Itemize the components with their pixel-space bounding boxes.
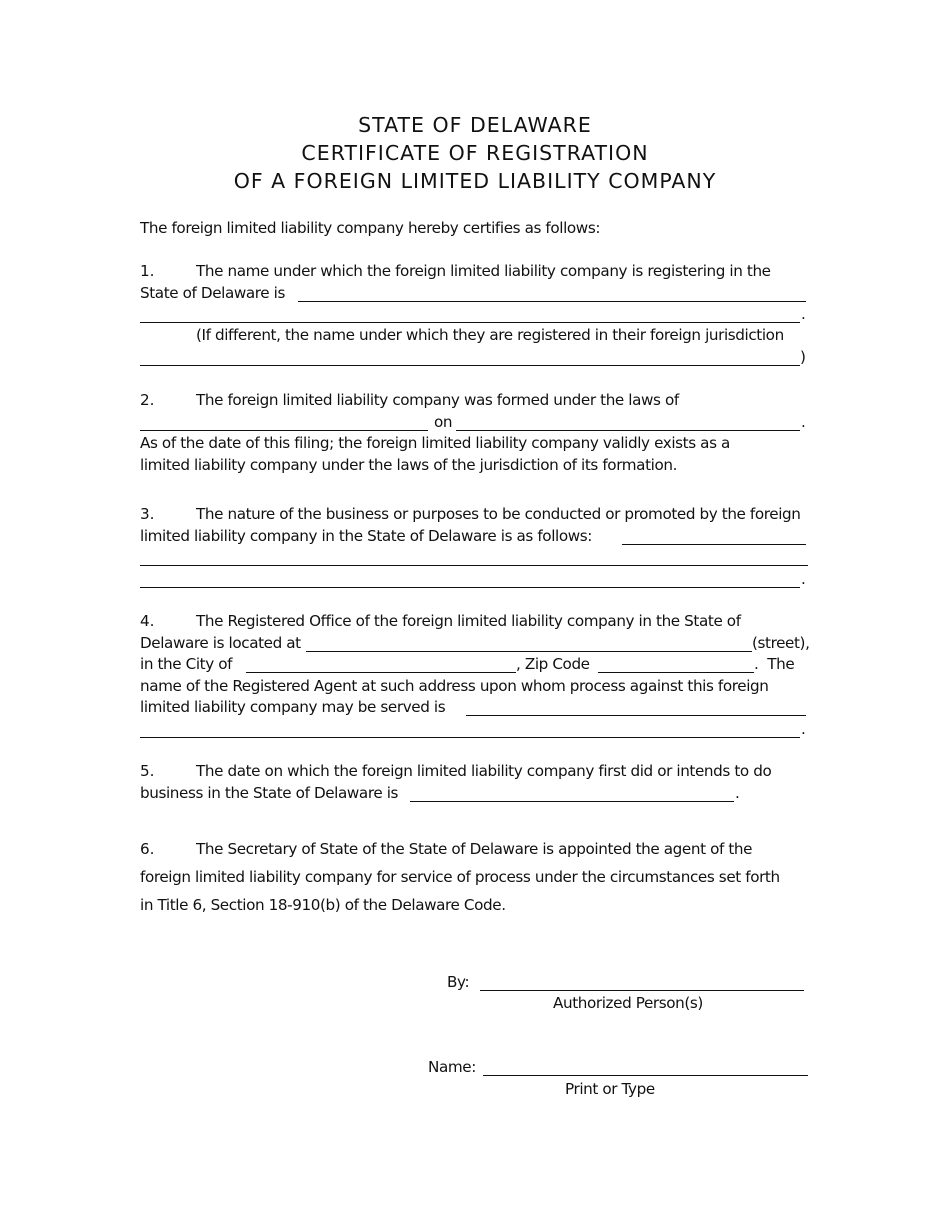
item-4-period: .: [801, 720, 806, 738]
item-4-line-1: The Registered Office of the foreign limited liability company in the State of: [196, 612, 741, 630]
item-5-number: 5.: [140, 762, 155, 780]
item-5-period: .: [735, 784, 740, 802]
business-purpose-field-3[interactable]: [140, 573, 800, 588]
item-2-on: on: [434, 413, 453, 431]
item-6-number: 6.: [140, 840, 155, 858]
city-field[interactable]: [246, 658, 516, 673]
item-2-line-3: As of the date of this filing; the foreign limited liability company validly exists as a: [140, 434, 730, 452]
formation-date-field[interactable]: [456, 416, 800, 431]
authorized-person-caption: Authorized Person(s): [553, 994, 703, 1012]
item-4-line-4: name of the Registered Agent at such address upon whom process against this foreign: [140, 677, 769, 695]
item-1-number: 1.: [140, 262, 155, 280]
business-purpose-field-2[interactable]: [140, 551, 808, 566]
business-start-date-field[interactable]: [410, 787, 734, 802]
item-1-line-4: (If different, the name under which they are registered in their foreign jurisdiction: [196, 326, 784, 344]
item-4-zip-label: , Zip Code: [516, 655, 590, 673]
item-2-period: .: [801, 413, 806, 431]
item-4-line-2a: Delaware is located at: [140, 634, 301, 652]
foreign-name-field[interactable]: [140, 351, 800, 366]
item-6-line-3: in Title 6, Section 18-910(b) of the Delaware Code.: [140, 896, 506, 914]
signature-field[interactable]: [480, 976, 804, 991]
title-certificate: CERTIFICATE OF REGISTRATION: [301, 141, 649, 165]
item-5-line-2: business in the State of Delaware is: [140, 784, 399, 802]
name-label: Name:: [428, 1058, 476, 1076]
title-company: OF A FOREIGN LIMITED LIABILITY COMPANY: [233, 169, 717, 193]
llc-name-field-continued[interactable]: [140, 308, 800, 323]
jurisdiction-field[interactable]: [140, 416, 428, 431]
registered-agent-field-2[interactable]: [140, 723, 800, 738]
llc-name-field[interactable]: [298, 287, 806, 302]
item-4-line-5: limited liability company may be served is: [140, 698, 446, 716]
item-2-number: 2.: [140, 391, 155, 409]
item-3-period: .: [801, 570, 806, 588]
item-4-number: 4.: [140, 612, 155, 630]
item-4-line-3c: . The: [754, 655, 795, 673]
title-state: STATE OF DELAWARE: [358, 113, 592, 137]
item-3-line-2: limited liability company in the State of Delaware is as follows:: [140, 527, 592, 545]
registered-agent-field[interactable]: [466, 701, 806, 716]
item-3-number: 3.: [140, 505, 155, 523]
item-4-street-label: (street),: [752, 634, 810, 652]
item-5-line-1: The date on which the foreign limited liability company first did or intends to do: [196, 762, 772, 780]
item-1-period: .: [801, 305, 806, 323]
zip-code-field[interactable]: [598, 658, 754, 673]
item-6-line-2: foreign limited liability company for service of process under the circumstances set forth: [140, 868, 780, 886]
item-2-line-4: limited liability company under the laws of the jurisdiction of its formation.: [140, 456, 677, 474]
item-2-line-1: The foreign limited liability company was formed under the laws of: [196, 391, 679, 409]
business-purpose-field[interactable]: [622, 530, 806, 545]
item-1-line-2: State of Delaware is: [140, 284, 286, 302]
item-6-line-1: The Secretary of State of the State of Delaware is appointed the agent of the: [196, 840, 753, 858]
print-or-type-caption: Print or Type: [565, 1080, 655, 1098]
item-3-line-1: The nature of the business or purposes to be conducted or promoted by the foreign: [196, 505, 801, 523]
item-1-close-paren: ): [800, 348, 806, 366]
registered-office-street-field[interactable]: [306, 637, 752, 652]
printed-name-field[interactable]: [483, 1061, 808, 1076]
by-label: By:: [447, 973, 470, 991]
intro-text: The foreign limited liability company hereby certifies as follows:: [140, 219, 601, 237]
item-1-line-1: The name under which the foreign limited liability company is registering in the: [196, 262, 771, 280]
item-4-line-3a: in the City of: [140, 655, 233, 673]
